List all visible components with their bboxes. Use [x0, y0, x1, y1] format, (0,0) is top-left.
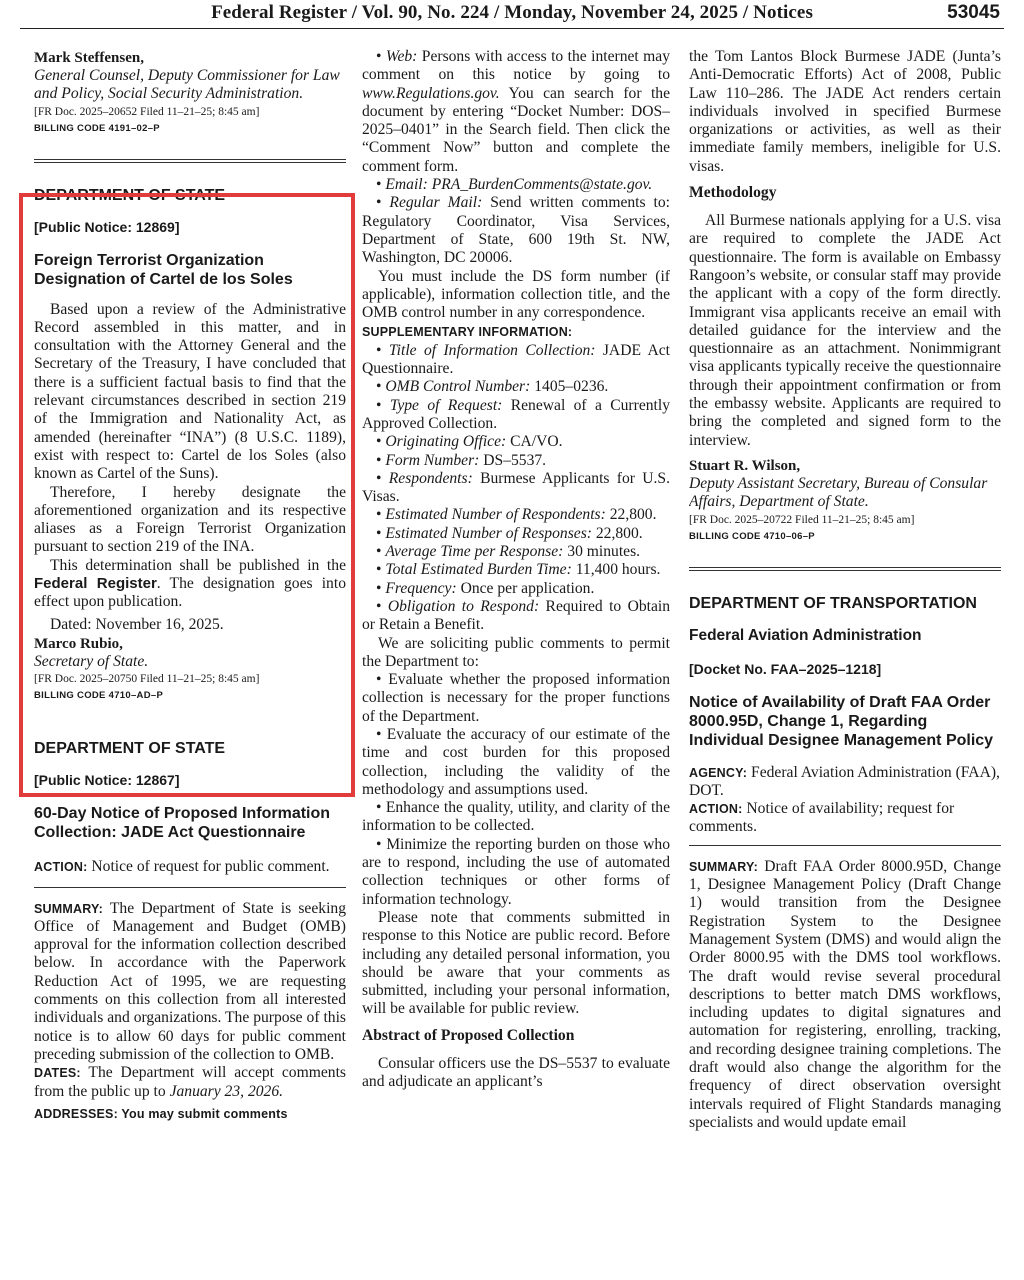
notice-jade-act [34, 740, 346, 1123]
supplementary-item: • Type of Request: Renewal of a Currently Approved Collection. [362, 396, 670, 432]
web-text: You can search for the document by entering “Docket Number: DOS–2025–0401” in the Search field. Then click the “Comment Now” button and complete the comment form. [362, 84, 670, 175]
supplementary-item: • Estimated Number of Respondents: 22,800. [376, 506, 657, 524]
supplementary-item: • Originating Office: CA/VO. [376, 433, 563, 451]
section-divider [34, 159, 346, 163]
web-text: Persons with access to the internet may comment on this notice by going to [362, 48, 670, 84]
body-text: . The designation goes into effect upon publication. [34, 575, 346, 611]
mail-label: Regular Mail: [389, 194, 483, 212]
mail-comment-item: • Regular Mail: Send written comments to: Regulatory Coordinator, Visa Services, Department of State, 600 19th St. NW, Washington, DC 20006. [362, 194, 670, 267]
summary-text: The Department of State is seeking Office of Management and Budget (OMB) approval for the information collection described below. In accordance with the Paperwork Reduction Act of 1995, we are requesting comments on this collection from all interested individuals and organizations. The purpose of this notice is to allow 60 days for public comment preceding submission of the collection to OMB. [34, 899, 346, 1063]
supplementary-item: • OMB Control Number: 1405–0236. [376, 378, 609, 396]
evaluation-bullets [362, 671, 670, 909]
page-number: 53045 [947, 2, 1000, 23]
item-value: 11,400 hours. [575, 561, 661, 579]
action-label: ACTION: [689, 802, 743, 817]
item-label: Originating Office: [385, 433, 507, 451]
subagency-heading: Federal Aviation Administration [689, 626, 922, 644]
bullet-text: Minimize the reporting burden on those who are to respond, including the use of automated collection techniques or other forms of information technology. [362, 835, 670, 908]
summary-label: SUMMARY: [34, 901, 103, 916]
email-value: PRA_BurdenComments@state.gov. [431, 176, 653, 194]
web-comment-item: • Web: Persons with access to the internet may comment on this notice by going to www.Regulations.gov. You can search for the document by entering “Docket Number: DOS–2025–0401” in the Search field. Then click the “Comment Now” button and complete the comment form. [362, 48, 670, 175]
billing-code: BILLING CODE 4710–06–P [689, 530, 815, 542]
item-value: Once per application. [460, 579, 595, 597]
item-label: Average Time per Response: [385, 543, 564, 561]
signer-name: Stuart R. Wilson, [689, 457, 801, 474]
methodology-paragraph: All Burmese nationals applying for a U.S. visa are required to complete the JADE Act questionnaire. The form is available on Embassy Rangoon’s website, or consular staff may provide the applicant with a copy of the form directly. Immigrant visa applicants receive an email with detailed guidance for the interview and the questionnaire as an attachment. Nonimmigrant visa applicants typically receive the questionnaire through their appointment confirmation or from the embassy website. Applicants are required to bring the completed and signed form to the interview. [689, 212, 1001, 449]
document-title: Notice of Availability of Draft FAA Order 8000.95D, Change 1, Regarding Individual Designee Management Policy [689, 693, 994, 749]
item-label: Title of Information Collection: [388, 341, 596, 359]
action-paragraph [689, 800, 1001, 837]
signer-name: Mark Steffensen, [34, 50, 144, 66]
supplementary-item: • Title of Information Collection: JADE Act Questionnaire. [362, 341, 670, 378]
item-value: 22,800. [595, 524, 643, 542]
dated-line: Dated: November 16, 2025. [50, 615, 224, 633]
agency-heading: DEPARTMENT OF STATE [34, 186, 226, 204]
web-url: www.Regulations.gov. [362, 84, 500, 102]
section-divider [689, 567, 1001, 571]
supplementary-item: • Estimated Number of Responses: 22,800. [376, 524, 643, 542]
highlight-frame [19, 193, 355, 797]
notice-faa-order [689, 595, 1001, 1133]
billing-code: BILLING CODE 4710–AD–P [34, 690, 164, 702]
item-value: Required to Obtain or Retain a Benefit. [362, 597, 670, 634]
fr-doc-line: [FR Doc. 2025–20750 Filed 11–21–25; 8:45 am] [34, 673, 260, 686]
item-value: CA/VO. [510, 433, 563, 451]
fr-doc-line: [FR Doc. 2025–20652 Filed 11–21–25; 8:45 am] [34, 105, 260, 118]
item-label: Obligation to Respond: [387, 597, 540, 615]
agency-label: AGENCY: [689, 765, 748, 780]
item-label: Total Estimated Burden Time: [385, 561, 572, 579]
divider [34, 887, 346, 888]
document-title: 60-Day Notice of Proposed Information Collection: JADE Act Questionnaire [34, 805, 331, 842]
signer-name: Marco Rubio, [34, 635, 123, 652]
methodology-heading: Methodology [689, 184, 777, 202]
supplementary-item: • Respondents: Burmese Applicants for U.S. Visas. [362, 469, 670, 506]
signer-title: General Counsel, Deputy Commissioner for Law and Policy, Social Security Administration. [34, 67, 340, 103]
item-value: 1405–0236. [534, 378, 609, 396]
summary-label: SUMMARY: [689, 859, 758, 874]
bullet-text: Enhance the quality, utility, and clarity of the information to be collected. [362, 799, 670, 835]
dates-paragraph [34, 1064, 346, 1101]
item-value: 30 minutes. [567, 543, 641, 561]
billing-code: BILLING CODE 4191–02–P [34, 122, 160, 134]
agency-heading: DEPARTMENT OF STATE [34, 740, 226, 758]
action-text: Notice of request for public comment. [91, 858, 330, 876]
public-notice-number: [Public Notice: 12869] [34, 218, 180, 235]
email-comment-item: • Email: PRA_BurdenComments@state.gov. [376, 176, 653, 194]
header-title: Federal Register / Vol. 90, No. 224 / Monday, November 24, 2025 / Notices [211, 2, 813, 23]
email-label: Email: [385, 176, 428, 194]
evaluation-bullet: • Enhance the quality, utility, and clarity of the information to be collected. [362, 799, 670, 835]
evaluation-bullet: • Evaluate whether the proposed information collection is necessary for the proper functions of the Department. [362, 671, 670, 725]
page-header [20, 2, 1004, 26]
supplementary-item: • Form Number: DS–5537. [376, 451, 547, 469]
item-label: Estimated Number of Responses: [385, 524, 592, 542]
evaluation-bullet: • Evaluate the accuracy of our estimate of the time and cost burden for this proposed collection, including the validity of the methodology and assumptions used. [362, 725, 670, 798]
ds-form-paragraph: You must include the DS form number (if applicable), information collection title, and the OMB control number in any correspondence. [362, 267, 670, 322]
agency-paragraph [689, 764, 1001, 801]
agency-heading: DEPARTMENT OF TRANSPORTATION [689, 594, 977, 612]
item-label: OMB Control Number: [385, 378, 531, 396]
jade-intro-paragraph: the Tom Lantos Block Burmese JADE (Junta’s Anti-Democratic Efforts) Act of 2008, Public Law 110–286. The JADE Act renders certain individuals involved in specified Burmese organizations or activities, as well as their immediate family members, ineligible for U.S. visas. [689, 48, 1001, 175]
prev-signature-block [34, 50, 346, 137]
supplementary-item: • Average Time per Response: 30 minutes. [376, 543, 641, 561]
item-value: JADE Act Questionnaire. [362, 341, 670, 378]
abstract-heading: Abstract of Proposed Collection [362, 1026, 575, 1044]
agency-text: Federal Aviation Administration (FAA), DOT. [689, 763, 1000, 799]
body-paragraph: Therefore, I hereby designate the aforementioned organization and its respective aliases as a Foreign Terrorist Organization pursuant to section 219 of the INA. [34, 483, 346, 556]
item-label: Respondents: [388, 469, 473, 487]
signer-title: Secretary of State. [34, 652, 149, 670]
bullet-text: Evaluate the accuracy of our estimate of the time and cost burden for this proposed collection, including the validity of the methodology and assumptions used. [362, 725, 670, 798]
item-label: Estimated Number of Respondents: [385, 506, 606, 524]
fr-doc-line: [FR Doc. 2025–20722 Filed 11–21–25; 8:45 am] [689, 513, 915, 526]
evaluation-bullet: • Minimize the reporting burden on those who are to respond, including the use of automated collection techniques or other forms of information technology. [362, 835, 670, 908]
dates-text: The Department will accept comments from the public up to [34, 1064, 346, 1100]
soliciting-paragraph: We are soliciting public comments to permit the Department to: [362, 634, 670, 670]
summary-paragraph [34, 900, 346, 1065]
signer-title: Deputy Assistant Secretary, Bureau of Consular Affairs, Department of State. [689, 474, 988, 511]
abstract-paragraph: Consular officers use the DS–5537 to evaluate and adjudicate an applicant’s [362, 1054, 670, 1091]
mail-text: Send written comments to: Regulatory Coordinator, Visa Services, Department of State, 600 19th St. NW, Washington, DC 20006. [362, 194, 670, 267]
divider [689, 845, 1001, 846]
body-text: This determination shall be published in the [50, 556, 346, 574]
item-value: DS–5537. [483, 451, 547, 469]
federal-register-name: Federal Register [34, 575, 157, 593]
action-label: ACTION: [34, 860, 88, 875]
supplementary-item: • Total Estimated Burden Time: 11,400 hours. [376, 561, 661, 579]
item-label: Form Number: [385, 451, 480, 469]
web-label: Web: [385, 48, 418, 65]
dates-date: January 23, 2026. [169, 1082, 284, 1100]
addresses-partial: ADDRESSES: You may submit comments [34, 1106, 288, 1121]
summary-paragraph [689, 858, 1001, 1132]
item-label: Frequency: [385, 579, 457, 597]
supplementary-items [362, 342, 670, 635]
public-record-note: Please note that comments submitted in response to this Notice are public record. Before including any detailed personal information, you should be aware that your comments as submitted, including your personal information, will be available for public review. [362, 908, 670, 1018]
public-notice-number: [Public Notice: 12867] [34, 772, 180, 789]
summary-text: Draft FAA Order 8000.95D, Change 1, Designee Management Policy (Draft Change 1) would transition from the Designee Registration System to the Designee Management System (DMS) and would align the Order 8000.95 with the DMS tool workflows. The draft would revise several procedural descriptions to better match DMS workflows, including updates to digital signatures and automation for registering, enrolling, tracking, and recording designee training completions. The draft would also change the algorithm for the frequency of direct observation oversight intervals required of Flight Standards managing specialists and would update email [689, 857, 1001, 1131]
item-value: Burmese Applicants for U.S. Visas. [362, 469, 670, 506]
item-value: 22,800. [609, 506, 657, 524]
bullet-text: Evaluate whether the proposed information collection is necessary for the proper functions of the Department. [362, 671, 670, 725]
column-3 [689, 48, 1001, 1280]
supplementary-item: • Frequency: Once per application. [376, 579, 595, 597]
dates-label: DATES: [34, 1066, 81, 1081]
header-rule [20, 28, 1004, 29]
action-paragraph [34, 858, 346, 876]
item-label: Type of Request: [389, 396, 503, 414]
action-text: Notice of availability; request for comments. [689, 800, 955, 836]
column-2 [362, 48, 670, 1280]
supplementary-item: • Obligation to Respond: Required to Obtain or Retain a Benefit. [362, 597, 670, 634]
supplementary-label: SUPPLEMENTARY INFORMATION: [362, 325, 573, 340]
document-title: Foreign Terrorist Organization Designation of Cartel de los Soles [34, 251, 293, 288]
docket-number: [Docket No. FAA–2025–1218] [689, 660, 882, 677]
body-paragraph: Based upon a review of the Administrative Record assembled in this matter, and in consultation with the Attorney General and the Secretary of the Treasury, I have concluded that there is a sufficient factual basis to find that the relevant circumstances described in section 219 of the Immigration and Nationality Act, as amended (hereinafter “INA”) (8 U.S.C. 1189), exist with respect to: Cartel de los Soles (also known as Cartel of the Suns). [34, 300, 346, 483]
item-value: Renewal of a Currently Approved Collection. [362, 396, 670, 432]
